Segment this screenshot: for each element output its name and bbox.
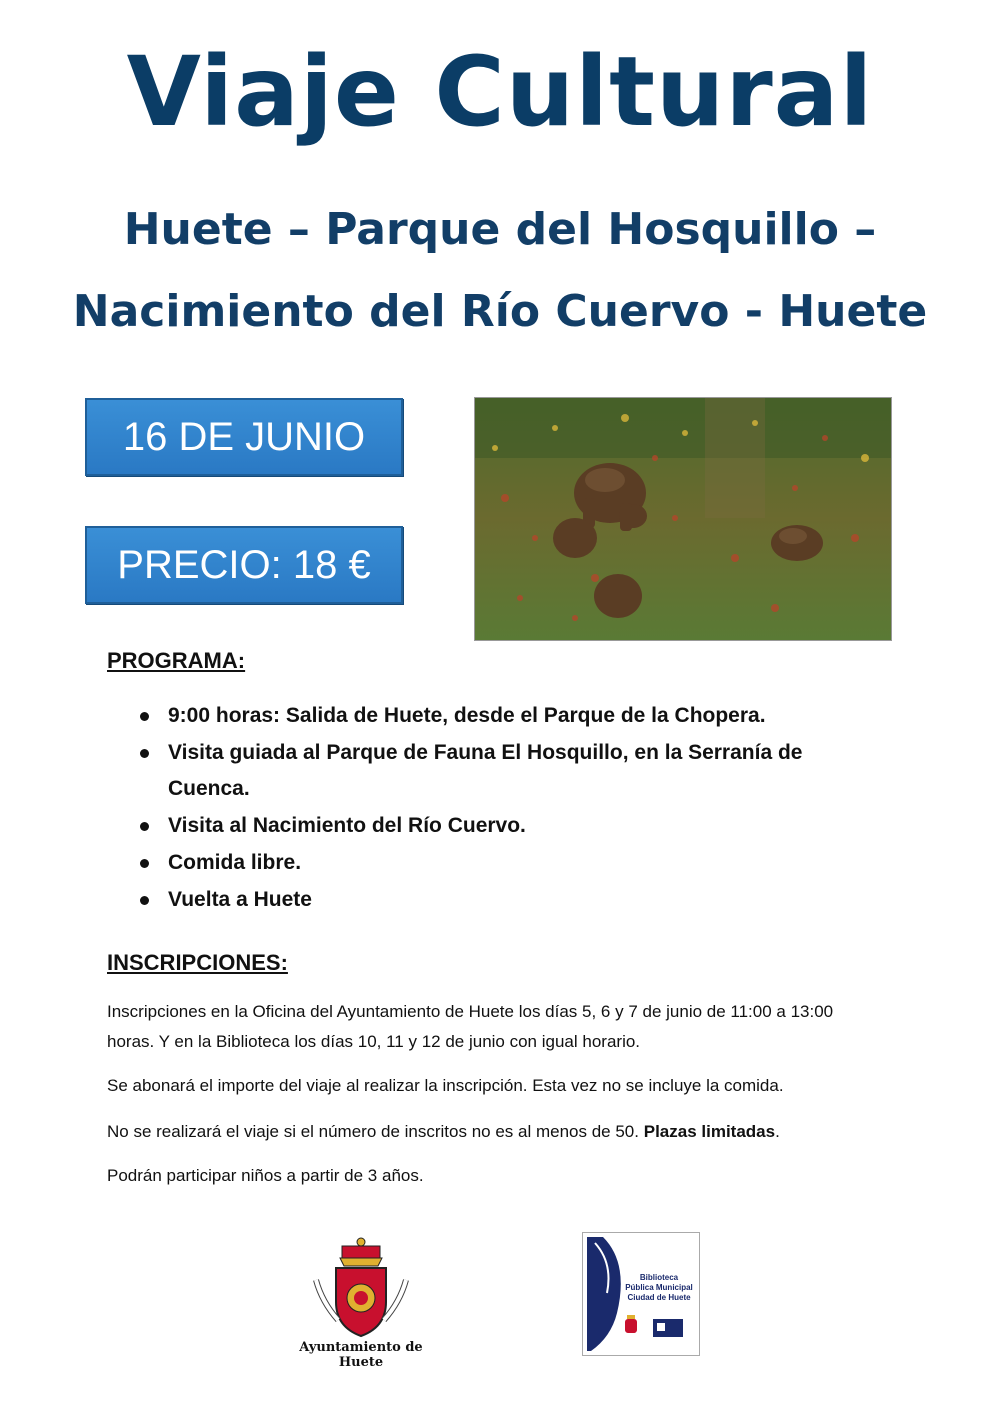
plazas-limitadas: Plazas limitadas [643,1122,776,1141]
biblioteca-line-1: Biblioteca [639,1273,679,1282]
inscripciones-paragraph-3 [107,1117,867,1147]
list-item: Visita guiada al Parque de Fauna El Hosquillo, en la Serranía de Cuenca. [140,735,860,807]
biblioteca-line-3: Ciudad de Huete [627,1293,691,1302]
date-text: 16 DE JUNIO [122,414,366,459]
programa-list [140,698,860,919]
list-item: Vuelta a Huete [140,882,860,918]
price-box [85,526,403,604]
bears-photo-image [475,398,891,640]
region-flag-icon [653,1319,683,1337]
programa-heading: PROGRAMA: [107,648,246,673]
list-item: Comida libre. [140,845,860,881]
price-text: PRECIO: 18 € [117,542,371,587]
page-title: Viaje Cultural [126,36,874,148]
list-item: 9:00 horas: Salida de Huete, desde el Parque de la Chopera. [140,698,860,734]
inscripciones-paragraph-2: Se abonará el importe del viaje al realizar la inscripción. Esta vez no se incluye la comida. [107,1076,784,1095]
small-crest-icon [625,1315,637,1333]
subtitle-line-1: Huete – Parque del Hosquillo – [123,204,877,255]
inscripciones-heading: INSCRIPCIONES: [107,950,288,975]
date-box [85,398,403,476]
period: . [775,1122,780,1141]
list-item: Visita al Nacimiento del Río Cuervo. [140,808,860,844]
minimum-notice: No se realizará el viaje si el número de inscritos no es al menos de 50. [107,1122,639,1141]
bears-photo [474,397,892,641]
inscripciones-paragraph-1: Inscripciones en la Oficina del Ayuntamiento de Huete los días 5, 6 y 7 de junio de 11:00 a 13:00 horas. Y en la Biblioteca los días 10, 11 y 12 de junio con igual horario. [107,1002,834,1051]
subtitle-line-2: Nacimiento del Río Cuervo - Huete [72,286,928,337]
inscripciones-paragraph-4: Podrán participar niños a partir de 3 años. [107,1166,424,1185]
biblioteca-line-2: Pública Municipal [625,1283,693,1292]
crown-icon [340,1238,382,1266]
biblioteca-text [621,1273,697,1303]
biblioteca-logo [582,1232,700,1356]
ayuntamiento-label: Ayuntamiento de Huete [299,1340,423,1370]
